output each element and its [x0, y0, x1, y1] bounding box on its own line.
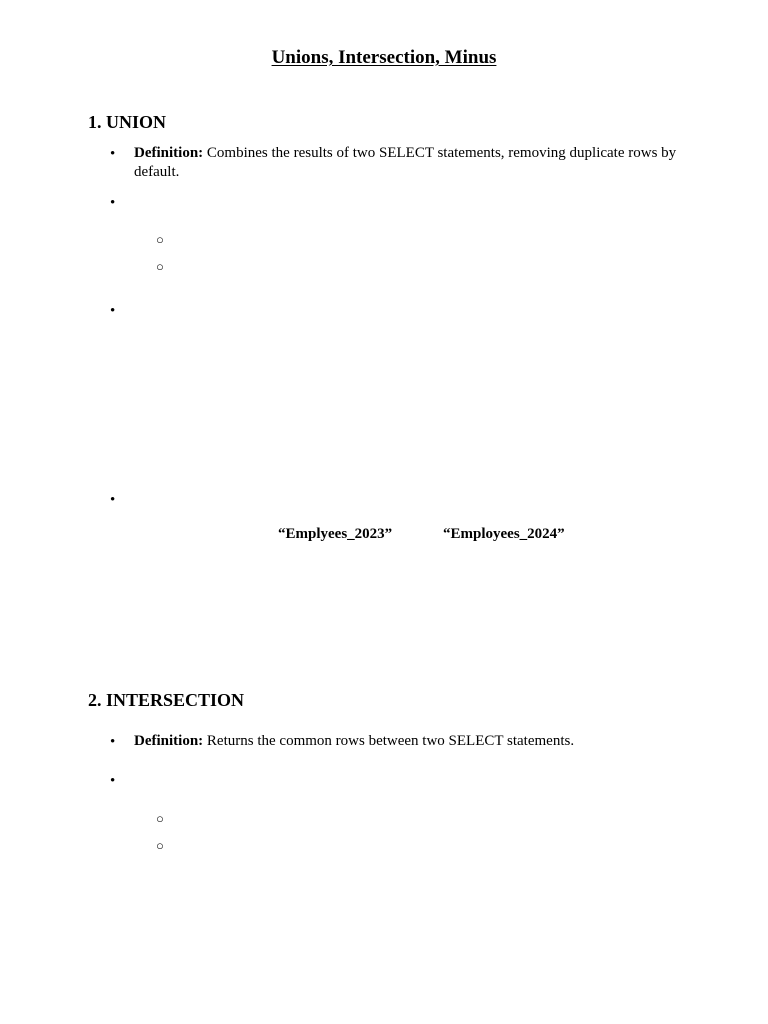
intersection-definition — [134, 732, 694, 751]
union-definition — [134, 144, 694, 182]
bullet-dot: • — [110, 146, 116, 162]
definition-text: Combines the results of two SELECT statements, removing duplicate rows by default. — [134, 145, 677, 180]
section-heading-union: 1. UNION — [88, 112, 167, 132]
document-title: Unions, Intersection, Minus — [271, 47, 497, 68]
section-heading-intersection: 2. INTERSECTION — [88, 690, 245, 710]
sub-bullet-circle: ○ — [156, 811, 164, 826]
definition-text: Returns the common rows between two SELECT statements. — [203, 733, 575, 749]
definition-label: Definition: — [134, 145, 204, 161]
table-name-employees-2024: “Employees_2024” — [443, 526, 565, 542]
bullet-dot: • — [110, 195, 116, 211]
bullet-dot: • — [110, 773, 116, 789]
sub-bullet-circle: ○ — [156, 232, 164, 247]
bullet-dot: • — [110, 492, 116, 508]
bullet-dot: • — [110, 734, 116, 750]
definition-label: Definition: — [134, 733, 204, 749]
bullet-dot: • — [110, 303, 116, 319]
table-name-employees-2023: “Emplyees_2023” — [278, 526, 393, 542]
sub-bullet-circle: ○ — [156, 259, 164, 274]
sub-bullet-circle: ○ — [156, 838, 164, 853]
